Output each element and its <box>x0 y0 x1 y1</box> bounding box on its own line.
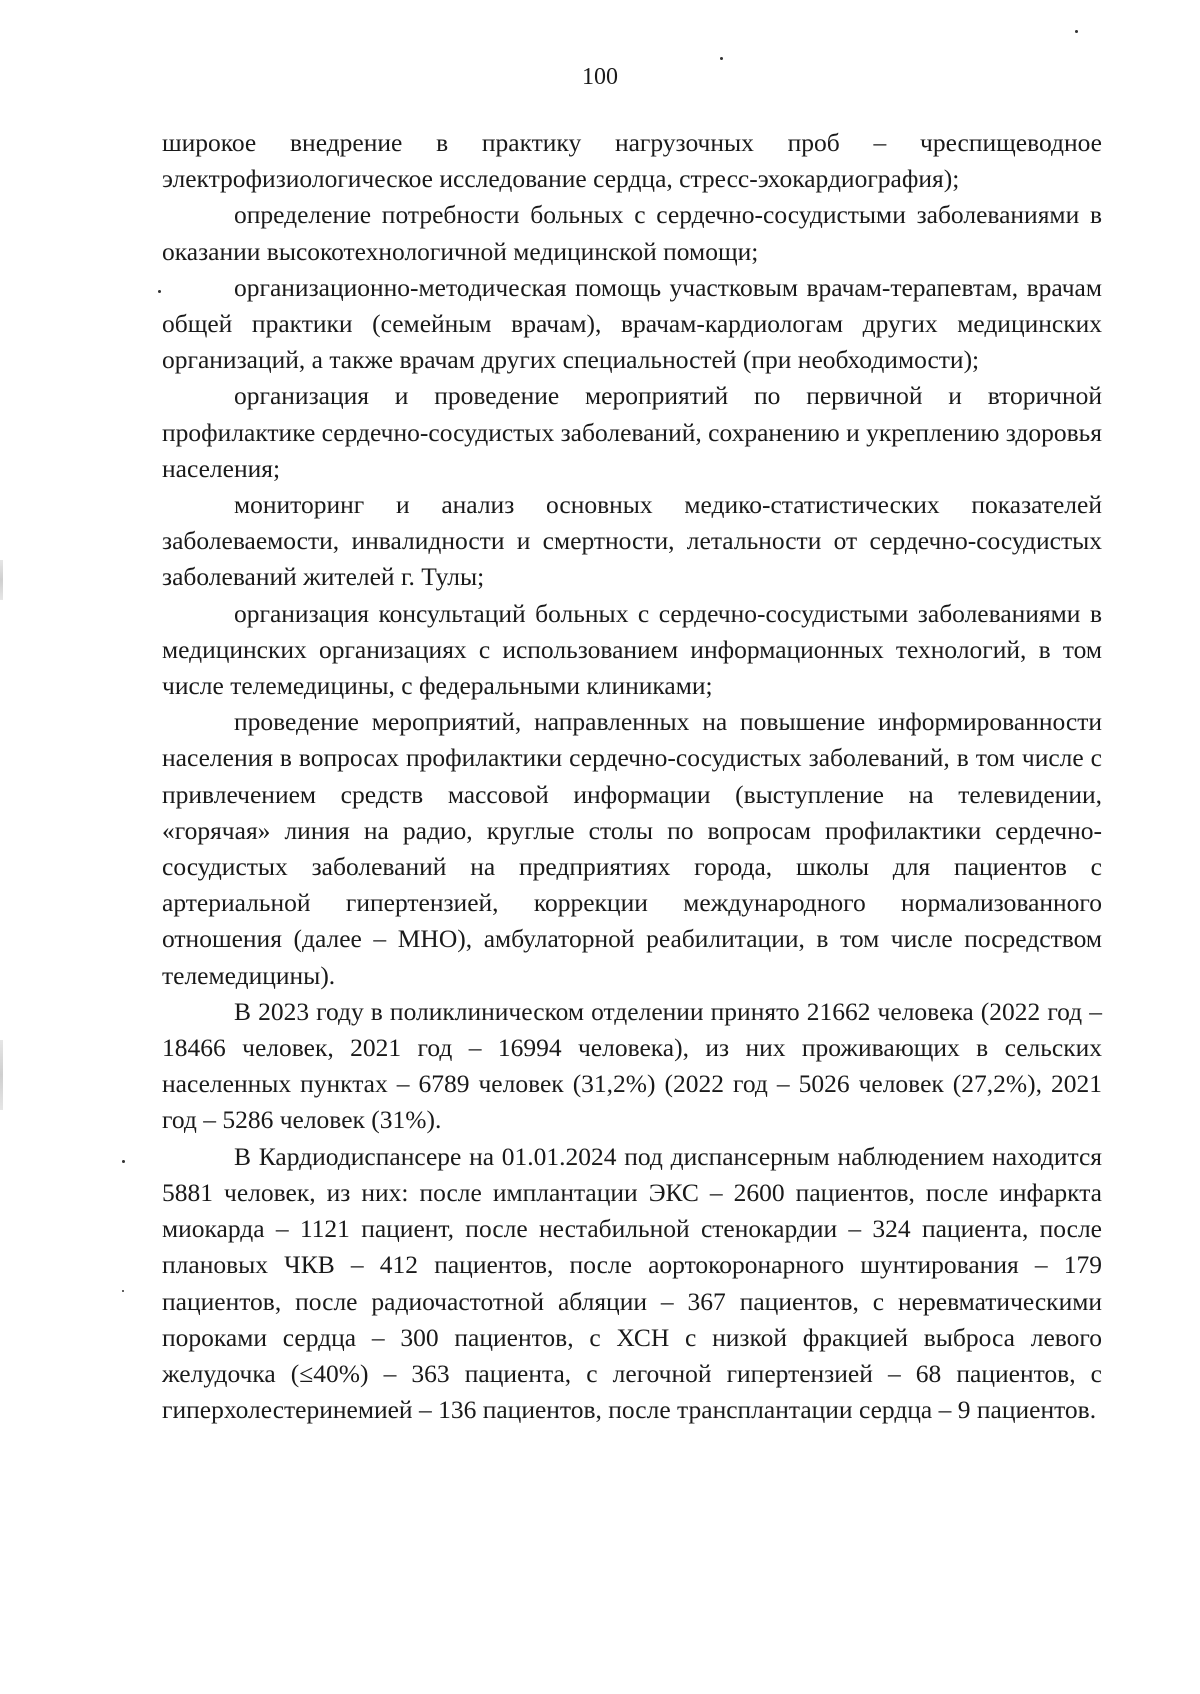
paragraph-methodical-help: организационно-методическая помощь участковым врачам-терапевтам, врачам общей практики (семейным врачам), врачам-кардиологам других медицинских организаций, а также врачам других специальностей (при необходимости); <box>162 272 1102 375</box>
scan-speck <box>158 290 161 293</box>
paragraph-prevention: организация и проведение мероприятий по первичной и вторичной профилактике сердечно-сосудистых заболеваний, сохранению и укреплению здоровья населения; <box>162 381 1102 483</box>
body-text <box>162 125 1102 1428</box>
scan-speck <box>122 1160 125 1163</box>
scan-speck <box>122 1290 124 1292</box>
scan-speck <box>720 57 723 60</box>
paragraph-public-awareness: проведение мероприятий, направленных на повышение информированности населения в вопросах профилактики сердечно-сосудистых заболеваний, в том числе с привлечением средств массовой информации (выступление на телевидении, «горячая» линия на радио, круглые столы по вопросам профилактики сердечно-сосудистых заболеваний на предприятиях города, школы для пациентов с артериальной гипертензией, коррекции международного нормализованного отношения (далее – МНО), амбулаторной реабилитации, в том числе посредством телемедицины). <box>162 707 1102 990</box>
scan-edge-mark <box>0 560 3 600</box>
scan-edge-mark <box>0 1040 3 1110</box>
page-number: 100 <box>582 64 618 90</box>
paragraph-outpatient-statistics: В 2023 году в поликлиническом отделении принято 21662 человека (2022 год – 18466 человек, 2021 год – 16994 человека), из них проживающих в сельских населенных пунктах – 6789 человек (31,2%) (2022 год – 5026 человек (27,2%), 2021 год – 5286 человек (31%). <box>162 996 1102 1135</box>
paragraph-stress-tests: широкое внедрение в практику нагрузочных проб – чреспищеводное электрофизиологическое исследование сердца, стресс-эхокардиография); <box>162 128 1102 194</box>
paragraph-high-tech-care: определение потребности больных с сердечно-сосудистыми заболеваниями в оказании высокотехнологичной медицинской помощи; <box>162 200 1102 266</box>
scan-speck <box>1075 30 1078 33</box>
paragraph-monitoring: мониторинг и анализ основных медико-статистических показателей заболеваемости, инвалидности и смертности, летальности от сердечно-сосудистых заболеваний жителей г. Тулы; <box>162 490 1102 592</box>
paragraph-dispensary-observation: В Кардиодиспансере на 01.01.2024 под диспансерным наблюдением находится 5881 человек, из них: после имплантации ЭКС – 2600 пациентов, после инфаркта миокарда – 1121 пациент, после нестабильной стенокардии – 324 пациента, после плановых ЧКВ – 412 пациентов, после аортокоронарного шунтирования – 179 пациентов, после радиочастотной абляции – 367 пациентов, с неревматическими пороками сердца – 300 пациентов, с ХСН с низкой фракцией выброса левого желудочка (≤40%) – 363 пациента, с легочной гипертензией – 68 пациентов, с гиперхолестеринемией – 136 пациентов, после трансплантации сердца – 9 пациентов. <box>162 1141 1102 1425</box>
paragraph-telemedicine-consultations: организация консультаций больных с сердечно-сосудистыми заболеваниями в медицинских организациях с использованием информационных технологий, в том числе телемедицины, с федеральными клиниками; <box>162 598 1102 701</box>
